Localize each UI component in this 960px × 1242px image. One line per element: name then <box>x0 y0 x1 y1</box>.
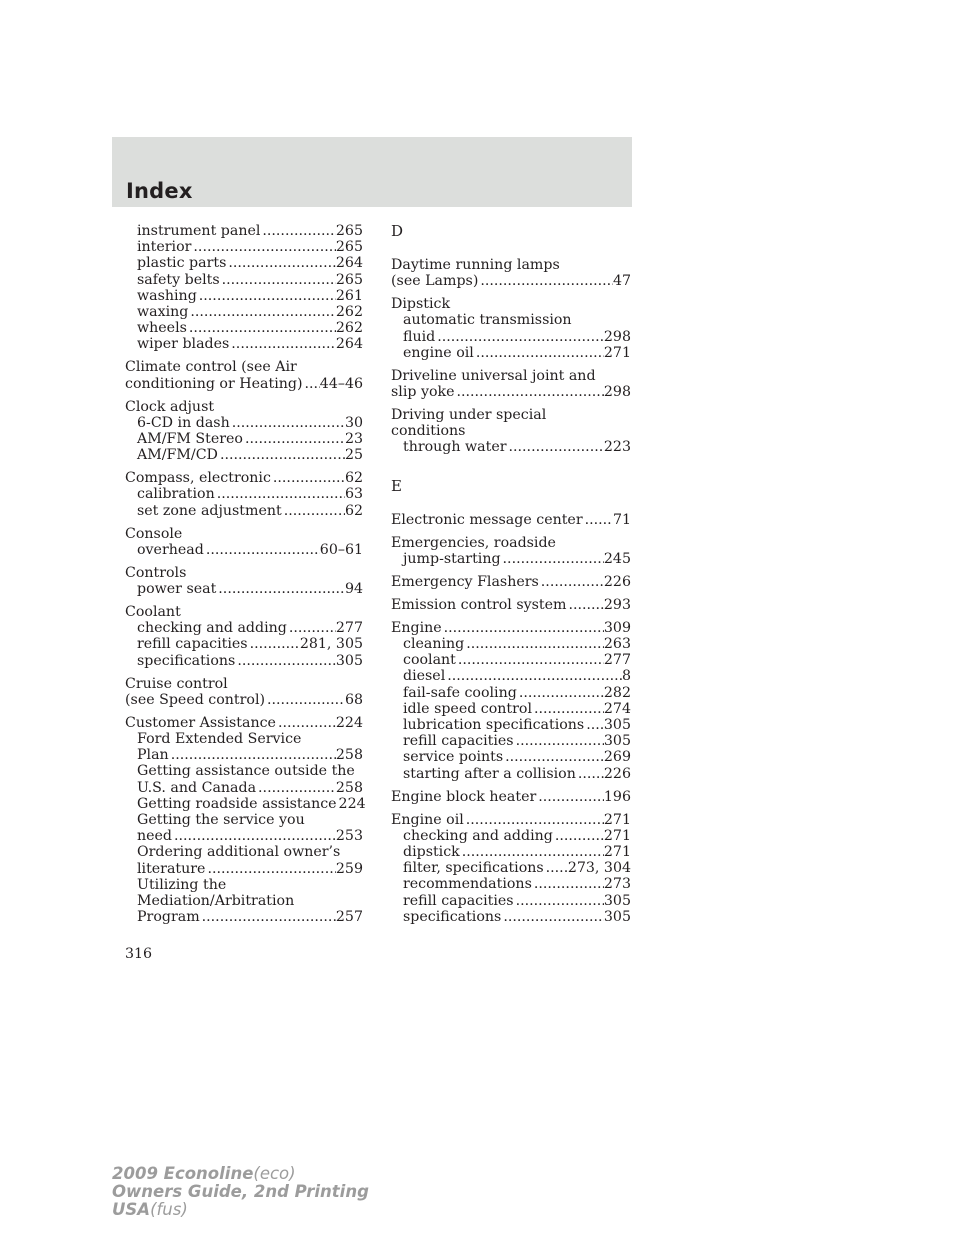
page-ref: 261 <box>335 287 363 304</box>
page-ref: 259 <box>335 860 363 877</box>
page-ref: 282 <box>603 684 631 701</box>
page-ref: 258 <box>335 747 363 764</box>
index-column-left <box>125 223 366 932</box>
index-subentry: plastic parts ..... 264 <box>125 255 363 271</box>
index-subentry: washing ..... 261 <box>125 288 363 304</box>
page-ref: 305 <box>335 652 363 669</box>
index-subentry: refill capacities ..... 305 <box>391 733 631 749</box>
page-ref: 298 <box>603 328 631 345</box>
index-subentry: Plan ..... 258 <box>125 747 363 763</box>
page-ref: 273 <box>603 876 631 893</box>
index-subentry: dipstick ..... 271 <box>391 844 631 860</box>
index-subentry: instrument panel ..... 265 <box>125 223 363 239</box>
index-subentry: Getting roadside assistance 224 <box>137 795 366 812</box>
page-ref: 262 <box>335 304 363 321</box>
page-ref: 30 <box>344 414 363 431</box>
index-entry-daytime-running-lamps: Daytime running lamps (see Lamps) ..... 47 <box>391 257 631 289</box>
index-subentry: U.S. and Canada ..... 258 <box>125 780 363 796</box>
page-ref: 293 <box>603 596 631 613</box>
index-entry-emergency-flashers: Emergency Flashers ..... 226 <box>391 574 631 590</box>
index-entry-engine-oil: Engine oil ..... 271 checking and adding ..... 271 dipstick ..... 271 filter, specifications ..... 273, 304 recommendations ..... 273 refill capacities ..... 305 specifications ..... 305 <box>391 812 631 925</box>
index-subentry: fluid ..... 298 <box>391 329 631 345</box>
page-ref: 281, 305 <box>299 636 363 653</box>
section-title: Index <box>126 179 193 203</box>
index-subentry: refill capacities ..... 281, 305 <box>125 636 363 652</box>
page-ref: 62 <box>344 502 363 519</box>
index-entry-compass: Compass, electronic ..... 62 calibration ..... 63 set zone adjustment ..... 62 <box>125 470 363 519</box>
index-subentry: calibration ..... 63 <box>125 486 363 502</box>
page-ref: 71 <box>612 511 631 528</box>
page-ref: 263 <box>603 636 631 653</box>
index-subentry: checking and adding ..... 277 <box>125 620 363 636</box>
index-subentry: refill capacities ..... 305 <box>391 893 631 909</box>
page-ref: 8 <box>621 668 631 685</box>
letter-heading-d: D <box>391 222 404 240</box>
page-ref: 265 <box>335 271 363 288</box>
index-subentry: waxing ..... 262 <box>125 304 363 320</box>
index-entry-console: Console overhead ..... 60–61 <box>125 526 363 558</box>
index-subentry: set zone adjustment ..... 62 <box>125 503 363 519</box>
document-footer <box>112 1165 369 1219</box>
index-subentry: interior ..... 265 <box>125 239 363 255</box>
section-header-band <box>112 137 632 207</box>
page-ref: 253 <box>335 828 363 845</box>
page-ref: 68 <box>344 691 363 708</box>
index-entry-engine-block-heater: Engine block heater ..... 196 <box>391 789 631 805</box>
page-ref: 269 <box>603 749 631 766</box>
index-entry-electronic-message-center: Electronic message center ..... 71 <box>391 512 631 528</box>
page-ref: 257 <box>335 909 363 926</box>
page-ref: 224 <box>335 714 363 731</box>
page-ref: 264 <box>335 336 363 353</box>
index-column-right <box>391 223 631 932</box>
page-ref: 305 <box>603 908 631 925</box>
page-ref: 25 <box>344 447 363 464</box>
index-entry-driving-special-conditions: Driving under special conditions through water ..... 223 <box>391 407 631 456</box>
index-subentry: AM/FM Stereo ..... 23 <box>125 431 363 447</box>
page-ref: 62 <box>344 470 363 487</box>
footer-line-3: USA(fus) <box>112 1200 188 1219</box>
index-subentry: literature ..... 259 <box>125 861 363 877</box>
page-ref: 226 <box>603 765 631 782</box>
page-ref: 309 <box>603 619 631 636</box>
index-entry-cruise-control: Cruise control (see Speed control) ..... 68 <box>125 676 363 708</box>
page-ref: 271 <box>603 811 631 828</box>
index-subentry: fail-safe cooling ..... 282 <box>391 685 631 701</box>
index-subentry: starting after a collision ..... 226 <box>391 766 631 782</box>
index-entry-cleaning-continued <box>125 223 363 353</box>
page-ref: 265 <box>335 223 363 239</box>
index-entry-dipstick: Dipstick automatic transmission fluid ..... 298 engine oil ..... 271 <box>391 296 631 361</box>
page-ref: 262 <box>335 320 363 337</box>
index-subentry: checking and adding ..... 271 <box>391 828 631 844</box>
index-subentry: Program ..... 257 <box>125 909 363 925</box>
page-number: 316 <box>125 946 153 962</box>
page-ref: 305 <box>603 733 631 750</box>
index-subentry: idle speed control ..... 274 <box>391 701 631 717</box>
index-subentry: power seat ..... 94 <box>125 581 363 597</box>
index-subentry: lubrication specifications ..... 305 <box>391 717 631 733</box>
index-subentry: AM/FM/CD ..... 25 <box>125 447 363 463</box>
page-ref: 94 <box>344 581 363 598</box>
page-ref: 245 <box>603 550 631 567</box>
page-ref: 258 <box>335 779 363 796</box>
index-entry-engine: Engine ..... 309 cleaning ..... 263 coolant ..... 277 diesel ..... 8 fail-safe cooling ..... 282 idle speed control ..... 274 lubrication specifications ..... 305 refill capacities ..... 305 service points ..... 269 starting after a collision ..... 226 <box>391 620 631 782</box>
index-entry-driveline: Driveline universal joint and slip yoke ..... 298 <box>391 368 631 400</box>
index-subentry: coolant ..... 277 <box>391 652 631 668</box>
page-ref: 277 <box>335 620 363 637</box>
page-ref: 44–46 <box>319 375 363 392</box>
page-ref: 224 <box>338 795 366 812</box>
page-ref: 23 <box>344 431 363 448</box>
footer-line-1: 2009 Econoline(eco) <box>112 1164 296 1183</box>
index-subentry: filter, specifications ..... 273, 304 <box>391 860 631 876</box>
page-ref: 273, 304 <box>567 860 631 877</box>
page-ref: 47 <box>612 273 631 290</box>
index-subentry: specifications ..... 305 <box>125 653 363 669</box>
letter-heading-e: E <box>391 476 402 495</box>
index-subentry: wiper blades ..... 264 <box>125 336 363 352</box>
index-entry-controls: Controls power seat ..... 94 <box>125 565 363 597</box>
index-entry-emission-control: Emission control system ..... 293 <box>391 597 631 613</box>
page-ref: 298 <box>603 384 631 401</box>
page-ref: 63 <box>344 486 363 503</box>
page-ref: 264 <box>335 255 363 272</box>
index-subentry: safety belts ..... 265 <box>125 272 363 288</box>
index-subentry: cleaning ..... 263 <box>391 636 631 652</box>
index-entry-climate-control: Climate control (see Air conditioning or Heating) ..... 44–46 <box>125 359 363 391</box>
page-ref: 305 <box>603 892 631 909</box>
page-ref: 196 <box>603 788 631 805</box>
index-subentry: need ..... 253 <box>125 828 363 844</box>
index-entry-customer-assistance: Customer Assistance ..... 224 Ford Extended Service Plan ..... 258 Getting assistance outside the U.S. and Canada ..... 258 Getting roadside assistance 224 Getting the service you need ..... 253 Ordering additional owner’s literature ..... 259 Utilizing the Mediation/Arbitration Program ..... 257 <box>125 715 363 926</box>
index-subentry: overhead ..... 60–61 <box>125 542 363 558</box>
page-ref: 226 <box>603 573 631 590</box>
page-ref: 271 <box>603 827 631 844</box>
index-subentry: engine oil ..... 271 <box>391 345 631 361</box>
index-subentry: through water ..... 223 <box>391 439 631 455</box>
page-ref: 271 <box>603 344 631 361</box>
index-subentry: recommendations ..... 273 <box>391 876 631 892</box>
index-subentry: 6-CD in dash ..... 30 <box>125 415 363 431</box>
page-ref: 60–61 <box>319 541 363 558</box>
page-ref: 277 <box>603 652 631 669</box>
index-subentry: jump-starting ..... 245 <box>391 551 631 567</box>
index-entry-emergencies-roadside: Emergencies, roadside jump-starting ..... 245 <box>391 535 631 567</box>
page-ref: 223 <box>603 439 631 456</box>
page-ref: 271 <box>603 844 631 861</box>
page-ref: 305 <box>603 717 631 734</box>
index-subentry: diesel ..... 8 <box>391 668 631 684</box>
index-subentry: specifications ..... 305 <box>391 909 631 925</box>
page-ref: 274 <box>603 700 631 717</box>
index-entry-coolant: Coolant checking and adding ..... 277 refill capacities ..... 281, 305 specifications ..... 305 <box>125 604 363 669</box>
footer-line-2: Owners Guide, 2nd Printing <box>112 1182 369 1201</box>
page-ref: 265 <box>335 239 363 256</box>
index-entry-clock-adjust: Clock adjust 6-CD in dash ..... 30 AM/FM Stereo ..... 23 AM/FM/CD ..... 25 <box>125 399 363 464</box>
index-subentry: service points ..... 269 <box>391 749 631 765</box>
index-subentry: wheels ..... 262 <box>125 320 363 336</box>
